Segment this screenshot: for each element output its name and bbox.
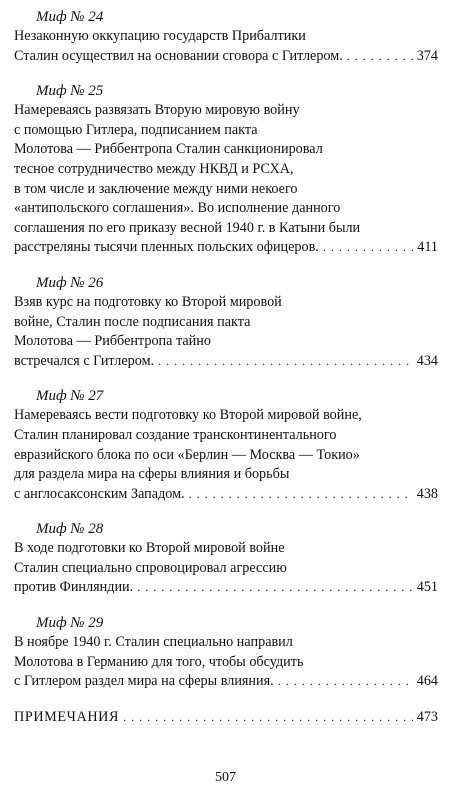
entry-text-line: Молотова — Риббентропа Сталин санкционировал [14, 141, 323, 158]
entry-page-number: 438 [416, 485, 438, 502]
myth-heading: Миф № 29 [36, 615, 104, 632]
entry-text-line: войне, Сталин после подписания пакта [14, 313, 251, 330]
entry-text-line: В ходе подготовки ко Второй мировой войне [14, 540, 285, 557]
entry-text-line: для раздела мира на сферы влияния и борьбы [14, 466, 290, 483]
entry-last-line [14, 47, 438, 67]
dot-leader [347, 47, 413, 67]
entry-last-line [14, 672, 438, 692]
entry-text-line: «антипольского соглашения». Во исполнение данного [14, 200, 341, 217]
entry-text-line: расстреляны тысячи пленных польских офицеров. [14, 239, 319, 256]
toc-entry [14, 8, 438, 66]
toc-entry [14, 274, 438, 371]
entry-text-line: с англосаксонским Западом. [14, 485, 185, 502]
entry-text-line: с помощью Гитлера, подписанием пакта [14, 121, 258, 138]
entry-text-line: В ноябре 1940 г. Сталин специально направил [14, 634, 293, 651]
entry-page-number: 411 [417, 239, 438, 256]
toc-entry [14, 520, 438, 598]
myth-heading: Миф № 27 [36, 388, 104, 405]
entry-last-line [14, 238, 438, 258]
toc-entry [14, 82, 438, 258]
notes-label: ПРИМЕЧАНИЯ [14, 708, 120, 725]
entry-text-line: тесное сотрудничество между НКВД и РСХА, [14, 160, 294, 177]
myth-heading: Миф № 26 [36, 274, 104, 291]
dot-leader [123, 708, 413, 728]
entry-page-number: 464 [416, 673, 438, 690]
entry-text-line: Молотова в Германию для того, чтобы обсудить [14, 653, 304, 670]
dot-leader [189, 485, 413, 505]
entry-text-line: евразийского блока по оси «Берлин — Москва — Токио» [14, 446, 360, 463]
entry-text-line: Сталин осуществил на основании сговора с Гитлером. [14, 47, 343, 64]
page-number: 507 [215, 770, 236, 785]
entry-text-line: в том числе и заключение между ними некоего [14, 180, 298, 197]
entry-text-line: встречался с Гитлером. [14, 352, 155, 369]
dot-leader [137, 578, 413, 598]
myth-heading: Миф № 24 [36, 9, 104, 25]
entry-text-line: Взяв курс на подготовку ко Второй мировой [14, 293, 282, 310]
entry-text-line: Сталин специально спровоцировал агрессию [14, 559, 287, 576]
dot-leader [323, 238, 413, 258]
entry-text-line: против Финляндии. [14, 579, 134, 596]
entry-text-line: с Гитлером раздел мира на сферы влияния. [14, 673, 274, 690]
notes-page-number: 473 [416, 708, 438, 725]
table-of-contents [14, 8, 438, 727]
entry-last-line [14, 352, 438, 372]
entry-text-line: Молотова — Риббентропа тайно [14, 333, 211, 350]
dot-leader [158, 352, 413, 372]
dot-leader [278, 672, 413, 692]
toc-entry-notes [14, 708, 438, 728]
toc-entry [14, 387, 438, 504]
entry-last-line [14, 485, 438, 505]
entry-text-line: Намереваясь вести подготовку ко Второй мировой войне, [14, 407, 362, 424]
entry-page-number: 374 [416, 47, 438, 64]
entry-text-line: соглашения по его приказу весной 1940 г. в Катыни были [14, 219, 361, 236]
myth-heading: Миф № 25 [36, 83, 104, 100]
myth-heading: Миф № 28 [36, 521, 104, 538]
entry-text-line: Незаконную оккупацию государств Прибалтики [14, 28, 306, 44]
entry-page-number: 451 [416, 579, 438, 596]
entry-text-line: Намереваясь развязать Вторую мировую войну [14, 102, 300, 119]
entry-last-line [14, 578, 438, 598]
entry-text-line: Сталин планировал создание трансконтинентального [14, 426, 337, 443]
entry-page-number: 434 [416, 352, 438, 369]
toc-entry [14, 614, 438, 692]
